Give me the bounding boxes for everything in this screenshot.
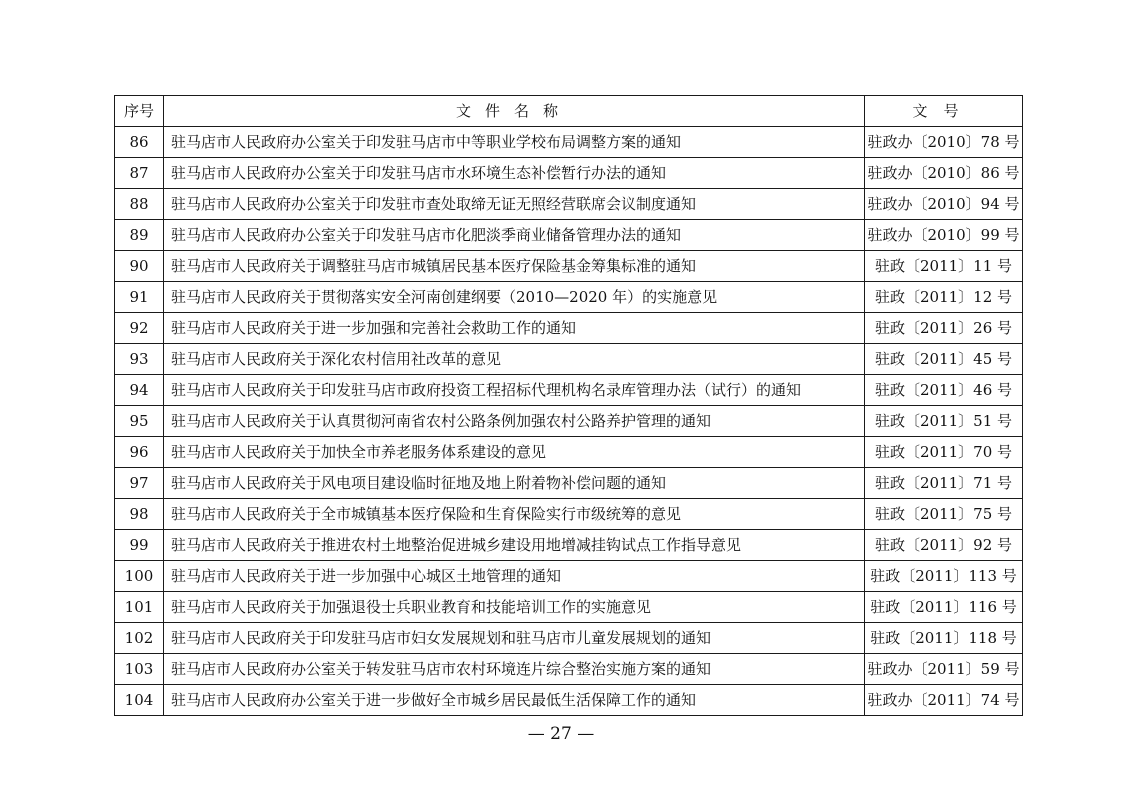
row-title: 驻马店市人民政府办公室关于印发驻马店市化肥淡季商业储备管理办法的通知 — [164, 220, 865, 251]
row-code: 驻政〔2011〕113 号 — [865, 561, 1023, 592]
row-title: 驻马店市人民政府办公室关于印发驻马店市水环境生态补偿暂行办法的通知 — [164, 158, 865, 189]
row-code: 驻政〔2011〕92 号 — [865, 530, 1023, 561]
row-number: 99 — [115, 530, 164, 561]
row-code: 驻政〔2011〕51 号 — [865, 406, 1023, 437]
row-code: 驻政〔2011〕75 号 — [865, 499, 1023, 530]
table-row — [115, 530, 1023, 561]
row-code: 驻政〔2011〕12 号 — [865, 282, 1023, 313]
table-row — [115, 468, 1023, 499]
row-code: 驻政〔2011〕71 号 — [865, 468, 1023, 499]
row-code: 驻政办〔2010〕86 号 — [865, 158, 1023, 189]
row-code: 驻政〔2011〕46 号 — [865, 375, 1023, 406]
row-code: 驻政〔2011〕70 号 — [865, 437, 1023, 468]
row-title: 驻马店市人民政府关于风电项目建设临时征地及地上附着物补偿问题的通知 — [164, 468, 865, 499]
row-title: 驻马店市人民政府办公室关于印发驻马店市中等职业学校布局调整方案的通知 — [164, 127, 865, 158]
row-code: 驻政办〔2010〕99 号 — [865, 220, 1023, 251]
row-code: 驻政〔2011〕116 号 — [865, 592, 1023, 623]
table-row — [115, 189, 1023, 220]
row-title: 驻马店市人民政府关于全市城镇基本医疗保险和生育保险实行市级统筹的意见 — [164, 499, 865, 530]
table-row — [115, 251, 1023, 282]
row-title: 驻马店市人民政府关于加强退役士兵职业教育和技能培训工作的实施意见 — [164, 592, 865, 623]
row-code: 驻政办〔2011〕74 号 — [865, 685, 1023, 716]
row-code: 驻政〔2011〕11 号 — [865, 251, 1023, 282]
row-number: 95 — [115, 406, 164, 437]
row-title: 驻马店市人民政府关于印发驻马店市政府投资工程招标代理机构名录库管理办法（试行）的通知 — [164, 375, 865, 406]
row-number: 98 — [115, 499, 164, 530]
document-table — [114, 95, 1023, 716]
row-code: 驻政〔2011〕118 号 — [865, 623, 1023, 654]
row-title: 驻马店市人民政府关于进一步加强和完善社会救助工作的通知 — [164, 313, 865, 344]
row-number: 97 — [115, 468, 164, 499]
row-title: 驻马店市人民政府关于进一步加强中心城区土地管理的通知 — [164, 561, 865, 592]
row-number: 93 — [115, 344, 164, 375]
table-row — [115, 406, 1023, 437]
row-title: 驻马店市人民政府关于推进农村土地整治促进城乡建设用地增减挂钩试点工作指导意见 — [164, 530, 865, 561]
row-code: 驻政〔2011〕45 号 — [865, 344, 1023, 375]
table-row — [115, 499, 1023, 530]
row-title: 驻马店市人民政府办公室关于进一步做好全市城乡居民最低生活保障工作的通知 — [164, 685, 865, 716]
table-row — [115, 158, 1023, 189]
row-code: 驻政办〔2010〕78 号 — [865, 127, 1023, 158]
row-title: 驻马店市人民政府关于深化农村信用社改革的意见 — [164, 344, 865, 375]
row-number: 89 — [115, 220, 164, 251]
row-number: 91 — [115, 282, 164, 313]
table-row — [115, 592, 1023, 623]
row-number: 87 — [115, 158, 164, 189]
row-title: 驻马店市人民政府关于调整驻马店市城镇居民基本医疗保险基金筹集标准的通知 — [164, 251, 865, 282]
header-document-title: 文件名称 — [164, 96, 865, 127]
row-number: 100 — [115, 561, 164, 592]
table-row — [115, 685, 1023, 716]
table-row — [115, 623, 1023, 654]
header-document-code: 文号 — [865, 96, 1023, 127]
row-number: 86 — [115, 127, 164, 158]
page-number: — 27 — — [527, 724, 595, 744]
table-row — [115, 127, 1023, 158]
header-serial-number: 序号 — [115, 96, 164, 127]
row-title: 驻马店市人民政府关于贯彻落实安全河南创建纲要（2010—2020 年）的实施意见 — [164, 282, 865, 313]
table-row — [115, 282, 1023, 313]
row-number: 92 — [115, 313, 164, 344]
row-number: 90 — [115, 251, 164, 282]
row-title: 驻马店市人民政府办公室关于印发驻市查处取缔无证无照经营联席会议制度通知 — [164, 189, 865, 220]
row-number: 103 — [115, 654, 164, 685]
table-row — [115, 220, 1023, 251]
row-number: 88 — [115, 189, 164, 220]
row-title: 驻马店市人民政府关于加快全市养老服务体系建设的意见 — [164, 437, 865, 468]
row-number: 104 — [115, 685, 164, 716]
table-header-row — [115, 96, 1023, 127]
row-number: 94 — [115, 375, 164, 406]
table-row — [115, 344, 1023, 375]
table-row — [115, 437, 1023, 468]
row-number: 96 — [115, 437, 164, 468]
row-code: 驻政办〔2010〕94 号 — [865, 189, 1023, 220]
row-code: 驻政〔2011〕26 号 — [865, 313, 1023, 344]
table-row — [115, 561, 1023, 592]
table-row — [115, 375, 1023, 406]
table-row — [115, 313, 1023, 344]
row-number: 101 — [115, 592, 164, 623]
table-row — [115, 654, 1023, 685]
row-code: 驻政办〔2011〕59 号 — [865, 654, 1023, 685]
row-title: 驻马店市人民政府关于认真贯彻河南省农村公路条例加强农村公路养护管理的通知 — [164, 406, 865, 437]
row-number: 102 — [115, 623, 164, 654]
row-title: 驻马店市人民政府办公室关于转发驻马店市农村环境连片综合整治实施方案的通知 — [164, 654, 865, 685]
row-title: 驻马店市人民政府关于印发驻马店市妇女发展规划和驻马店市儿童发展规划的通知 — [164, 623, 865, 654]
